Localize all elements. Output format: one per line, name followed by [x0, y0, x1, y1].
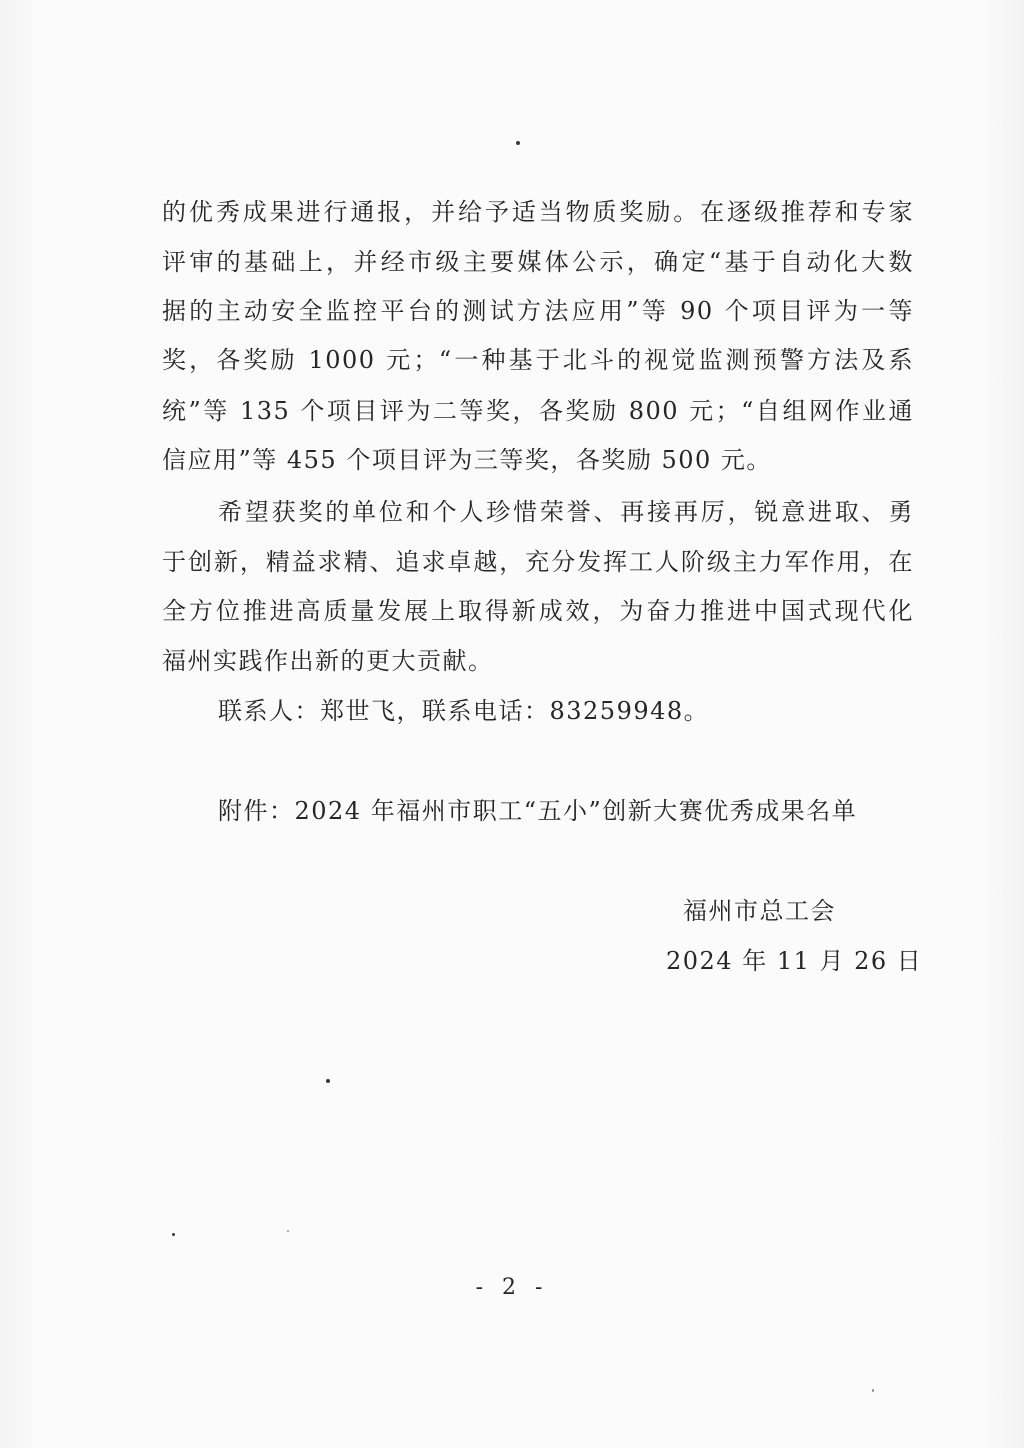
- body-line: 评审的基础上，并经市级主要媒体公示，确定“基于自动化大数: [162, 248, 914, 276]
- signature-organization: 福州市总工会: [683, 897, 836, 925]
- attachment-line: 附件：2024 年福州市职工“五小”创新大赛优秀成果名单: [218, 797, 858, 825]
- signature-date: 2024 年 11 月 26 日: [666, 947, 923, 975]
- page-number: - 2 -: [475, 1275, 549, 1300]
- body-line: 全方位推进高质量发展上取得新成效，为奋力推进中国式现代化: [162, 597, 914, 625]
- scan-speck: [516, 141, 520, 145]
- body-line: 的优秀成果进行通报，并给予适当物质奖励。在逐级推荐和专家: [162, 198, 914, 226]
- scan-speck: [872, 1389, 874, 1392]
- body-line: 于创新，精益求精、追求卓越，充分发挥工人阶级主力军作用，在: [162, 548, 914, 576]
- body-line: 希望获奖的单位和个人珍惜荣誉、再接再厉，锐意进取、勇: [218, 498, 914, 526]
- contact-line: 联系人：郑世飞，联系电话：83259948。: [218, 697, 710, 725]
- body-line: 统”等 135 个项目评为二等奖，各奖励 800 元；“自组网作业通: [162, 397, 914, 425]
- scan-speck: [326, 1079, 330, 1083]
- scan-speck: [172, 1233, 175, 1236]
- body-line: 福州实践作出新的更大贡献。: [162, 647, 494, 675]
- body-line: 奖，各奖励 1000 元；“一种基于北斗的视觉监测预警方法及系: [162, 346, 914, 374]
- scan-speck: [287, 1230, 289, 1232]
- body-line: 据的主动安全监控平台的测试方法应用”等 90 个项目评为一等: [162, 297, 914, 325]
- body-line: 信应用”等 455 个项目评为三等奖，各奖励 500 元。: [162, 446, 772, 474]
